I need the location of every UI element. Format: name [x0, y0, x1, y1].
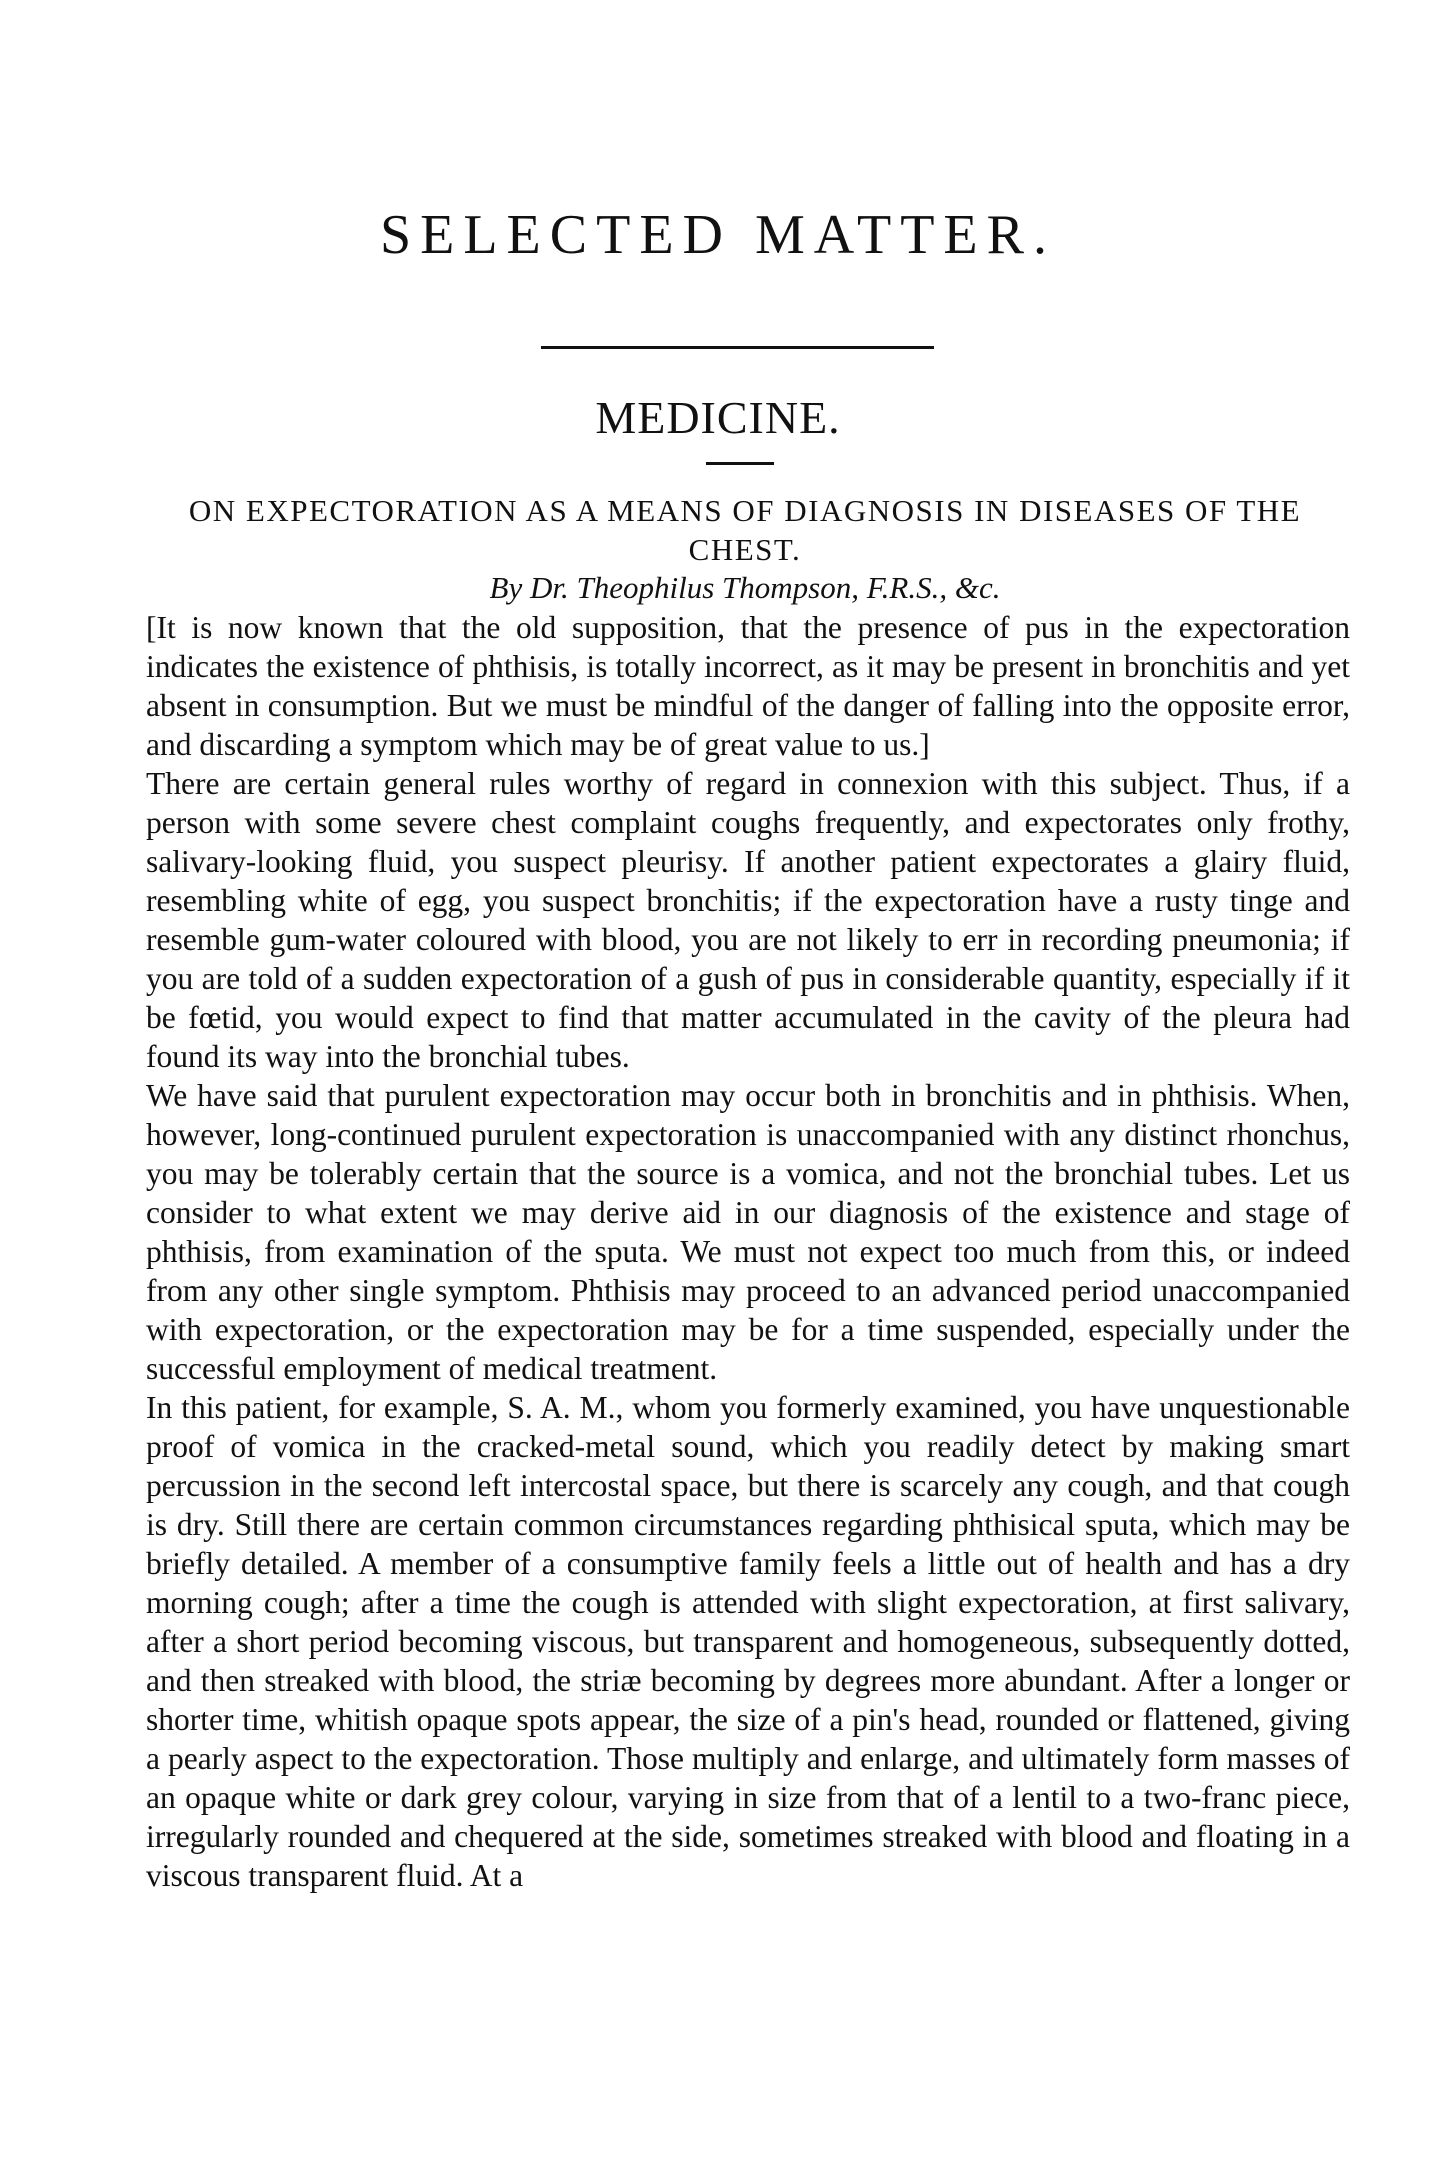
section-heading: SELECTED MATTER. — [380, 204, 1056, 266]
paragraph: In this patient, for example, S. A. M., whom you formerly examined, you have unquestionable proof of vomica in the cracked-metal sound, which you readily detect by making smart percussion in the second left intercostal space, but there is scarcely any cough, and that cough is dry. Still there are certain common circumstances regarding phthisical sputa, which may be briefly detailed. A member of a consumptive family feels a little out of health and has a dry morning cough; after a time the cough is attended with slight expectoration, at first salivary, after a short period becoming viscous, but transparent and homogeneous, subsequently dotted, and then streaked with blood, the striæ becoming by degrees more abundant. After a longer or shorter time, whitish opaque spots appear, the size of a pin's head, rounded or flattened, giving a pearly aspect to the expectoration. Those multiply and enlarge, and ultimately form masses of an opaque white or dark grey colour, varying in size from that of a lentil to a two-franc piece, irregularly rounded and chequered at the side, sometimes streaked with blood and floating in a viscous transparent fluid. At a — [146, 1390, 1350, 1893]
heading-divider — [541, 346, 934, 349]
paragraph: There are certain general rules worthy of regard in connexion with this subject. Thus, if a person with some severe chest complaint coughs frequently, and expectorates only frothy, salivary-looking fluid, you suspect pleurisy. If another patient expectorates a glairy fluid, resembling white of egg, you suspect bronchitis; if the expectoration have a rusty tinge and resemble gum-water coloured with blood, you are not likely to err in recording pneumonia; if you are told of a sudden expectoration of a gush of pus in considerable quantity, especially if it be fœtid, you would expect to find that matter accumulated in the cavity of the pleura had found its way into the bronchial tubes. — [146, 766, 1350, 1074]
subject-divider — [706, 462, 774, 465]
paragraph: [It is now known that the old supposition, that the presence of pus in the expectoration indicates the existence of phthisis, is totally incorrect, as it may be present in bronchitis and yet absent in consumption. But we must be mindful of the danger of falling into the opposite error, and discarding a symptom which may be of great value to us.] — [146, 610, 1350, 762]
article-byline: By Dr. Theophilus Thompson, F.R.S., &c. — [489, 570, 1001, 605]
subject-heading: MEDICINE. — [595, 392, 841, 443]
paragraph: We have said that purulent expectoration may occur both in bronchitis and in phthisis. When, however, long-continued purulent expectoration is unaccompanied with any distinct rhonchus, you may be tolerably certain that the source is a vomica, and not the bronchial tubes. Let us consider to what extent we may derive aid in our diagnosis of the existence and stage of phthisis, from examination of the sputa. We must not expect too much from this, or indeed from any other single symptom. Phthisis may proceed to an advanced period unaccompanied with expectoration, or the expectoration may be for a time suspended, especially under the successful employment of medical treatment. — [146, 1078, 1350, 1386]
article-title: ON EXPECTORATION AS A MEANS OF DIAGNOSIS IN DISEASES OF THE CHEST. — [188, 493, 1302, 567]
article-body — [146, 608, 1350, 1895]
